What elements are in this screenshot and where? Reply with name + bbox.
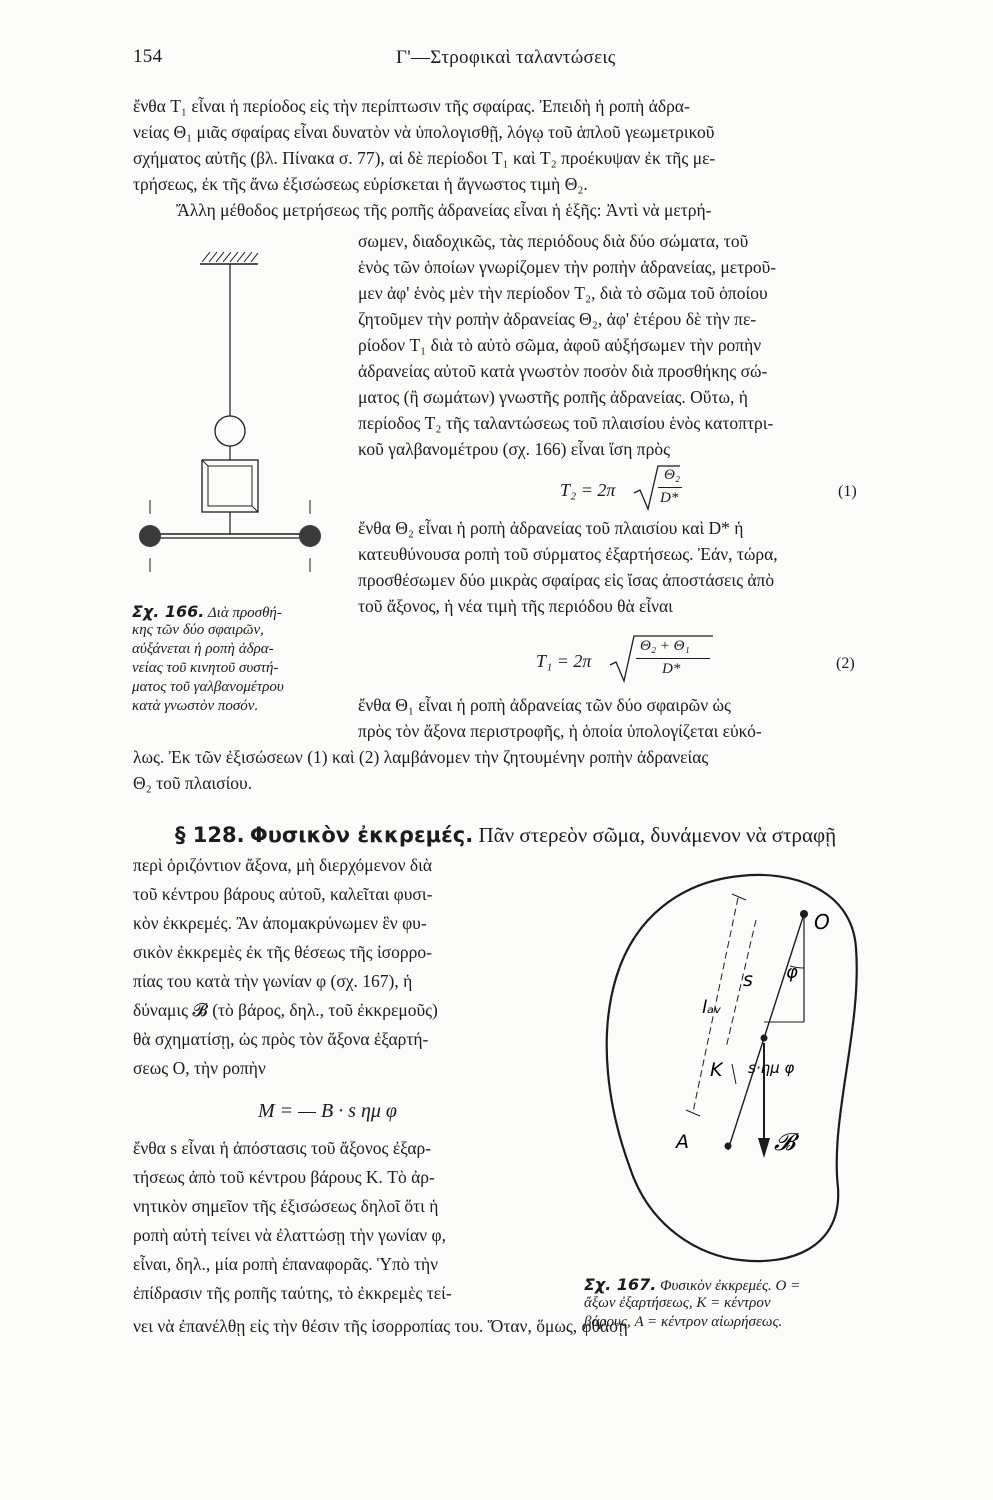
text-line: Θ₂ τοῦ πλαισίου. <box>133 773 253 793</box>
crossbar <box>142 534 318 538</box>
text-line: νει νὰ ἐπανέλθῃ εἰς τὴν θέσιν τῆς ἰσορροπίας του. Ὅταν, ὅμως, φθάσῃ <box>133 1316 628 1336</box>
caption-line: νείας τοῦ κινητοῦ συστή- <box>132 660 279 676</box>
text-line: Ἄλλη μέθοδος μετρήσεως τῆς ροπῆς ἀδρανείας εἶναι ἡ ἑξῆς: Ἀντὶ νὰ μετρή- <box>176 200 712 220</box>
running-title: Γ'—Στροφικαὶ ταλαντώσεις <box>396 47 616 68</box>
text-line: τοῦ ἄξονος, ἡ νέα τιμὴ τῆς περιόδου θὰ εἶναι <box>358 596 673 616</box>
text-line: ἐπίδρασιν τῆς ροπῆς ταύτης, τὸ ἐκκρεμὲς τεί- <box>133 1283 452 1303</box>
caption-line: αὐξάνεται ἡ ροπὴ ἀδρα- <box>132 641 274 657</box>
fraction-bar <box>658 487 682 488</box>
text-line: ἑνὸς τῶν ὁποίων γνωρίζομεν τὴν ροπὴν ἀδρανείας, μετροῦ- <box>358 257 777 277</box>
text-line: θὰ σχηματίσῃ, ὡς πρὸς τὸν ἄξονα ἐξαρτή- <box>133 1029 429 1049</box>
section-first-line: Πᾶν στερεὸν σῶμα, δυνάμενον νὰ στραφῇ <box>478 823 837 847</box>
text-line: περὶ ὁριζόντιον ἄξονα, μὴ διερχόμενον διὰ <box>133 855 433 875</box>
text-line: σχήματος αὐτῆς (βλ. Πίνακα σ. 77), αἱ δὲ περίοδοι T₁ καὶ T₂ προέκυψαν ἐκ τῆς με- <box>133 148 716 168</box>
eq1-numerator: Θ₂ <box>664 467 681 483</box>
caption-line: κης τῶν δύο σφαιρῶν, <box>132 622 264 638</box>
text-line: ζητοῦμεν τὴν ροπὴν ἀδρανείας Θ₂, ἀφ' ἑτέρου δὲ τὴν πε- <box>358 309 757 329</box>
eq1-denominator: D* <box>660 490 679 506</box>
text-line: ἔνθα Θ₁ εἶναι ἡ ροπὴ ἀδρανείας τῶν δύο σφαιρῶν ὡς <box>358 695 731 715</box>
label-lav: lₐᵥ <box>702 997 722 1018</box>
label-phi: φ <box>786 962 798 983</box>
text-line: πίας του κατὰ τὴν γωνίαν φ (σχ. 167), ἡ <box>133 971 413 991</box>
section-heading <box>175 823 836 848</box>
sphere-right <box>299 500 321 572</box>
text-line: πρὸς τὸν ἄξονα περιστροφῆς, ἡ ὁποία ὑπολογίζεται εὐκό- <box>358 721 762 741</box>
fraction-bar <box>636 658 710 659</box>
caption-line: ἄξων ἐξαρτήσεως, K = κέντρον <box>584 1295 771 1311</box>
caption-line: βάρους, A = κέντρον αἰωρήσεως. <box>584 1314 783 1330</box>
text-line: μεν ἀφ' ἑνὸς μὲν τὴν περίοδον T₂, διὰ τὸ σῶμα τοῦ ὁποίου <box>358 283 768 303</box>
eq1-number: (1) <box>838 483 857 500</box>
label-O: O <box>814 910 830 934</box>
equation-1 <box>560 463 860 513</box>
fig167-label: Σχ. 167. <box>584 1275 657 1294</box>
text-line: ἔνθα T₁ εἶναι ἡ περίοδος εἰς τὴν περίπτωσιν τῆς σφαίρας. Ἐπειδὴ ἡ ροπὴ ἀδρα- <box>133 96 690 116</box>
label-B: 𝓑 <box>774 1128 796 1156</box>
page-number: 154 <box>133 46 163 67</box>
figure-167 <box>590 868 870 1270</box>
point-A <box>725 1143 732 1150</box>
label-s: s <box>743 969 753 991</box>
text-line: κοῦ γαλβανομέτρου (σχ. 166) εἶναι ἴση πρὸς <box>358 439 671 459</box>
text-line: δύναμις 𝓑 (τὸ βάρος, δηλ., τοῦ ἐκκρεμοῦς) <box>133 1000 438 1020</box>
text-line: λως. Ἐκ τῶν ἐξισώσεων (1) καὶ (2) λαμβάνομεν τὴν ζητουμένην ροπὴν ἀδρανείας <box>133 747 709 767</box>
text-line: σεως O, τὴν ροπὴν <box>133 1058 266 1078</box>
equation-2 <box>536 633 856 688</box>
text-line: εἶναι, δηλ., μία ροπὴ ἐπαναφορᾶς. Ὑπὸ τὴν <box>133 1254 439 1274</box>
text-line: ματος (ἢ σωμάτων) γνωστῆς ροπῆς ἀδρανείας. Οὕτω, ἡ <box>358 387 748 407</box>
section-number: § 128. <box>175 823 245 847</box>
figure-166 <box>130 238 340 598</box>
text-line: σωμεν, διαδοχικῶς, τὰς περιόδους διὰ δύο σώματα, τοῦ <box>358 231 749 251</box>
text-line: προσθέσωμεν δύο μικρὰς σφαίρας εἰς ἴσας ἀποστάσεις ἀπὸ <box>358 570 775 590</box>
eq2-number: (2) <box>836 655 855 672</box>
text-line: σικὸν ἐκκρεμὲς ἐκ τῆς θέσεως τῆς ἰσορρο- <box>133 942 432 962</box>
text-line: ἔνθα Θ₂ εἶναι ἡ ροπὴ ἀδρανείας τοῦ πλαισίου καὶ D* ἡ <box>358 518 744 538</box>
text-line: ἔνθα s εἶναι ἡ ἀπόστασις τοῦ ἄξονος ἐξαρ- <box>133 1138 432 1158</box>
label-A: A <box>676 1131 689 1153</box>
text-line: νητικὸν σημεῖον τῆς ἐξισώσεως δηλοῖ ὅτι ἡ <box>133 1196 439 1216</box>
text-line: ρίοδον T₁ διὰ τὸ αὐτὸ σῶμα, ἀφοῦ αὐξήσωμεν τὴν ροπὴν <box>358 335 762 355</box>
caption-line: κατὰ γνωστὸν ποσόν. <box>132 698 259 714</box>
text-line: ἀδρανείας αὐτοῦ κατὰ γνωστὸν ποσὸν διὰ προσθήκης σώ- <box>358 361 768 381</box>
label-K: K <box>710 1059 723 1081</box>
text-line: τρήσεως, ἐκ τῆς ἄνω ἐξισώσεως εὑρίσκεται ἡ ἄγνωστος τιμὴ Θ₂. <box>133 174 588 194</box>
mirror <box>215 416 245 446</box>
point-O <box>800 910 808 918</box>
text-line: ροπὴ αὐτὴ τείνει νὰ ἐλαττώσῃ τὴν γωνίαν φ, <box>133 1225 446 1245</box>
text-line: τοῦ κέντρου βάρους αὐτοῦ, καλεῖται φυσι- <box>133 884 433 904</box>
label-s-sin-phi: s·ημ φ <box>748 1059 795 1077</box>
eq1-lhs: T₂ = 2π <box>560 480 616 500</box>
frame-box <box>202 460 258 512</box>
moment-formula: M = — B · s ημ φ <box>258 1100 397 1122</box>
fig166-label: Σχ. 166. <box>132 602 205 621</box>
section-title: Φυσικὸν ἐκκρεμές. <box>249 823 474 847</box>
caption-line: Διὰ προσθή- <box>207 605 282 621</box>
caption-line: Φυσικὸν ἐκκρεμές. O = <box>660 1278 801 1294</box>
text-line: κὸν ἐκκρεμές. Ἂν ἀπομακρύνωμεν ἓν φυ- <box>133 913 427 933</box>
ceiling-hatch <box>200 252 258 264</box>
text-line: νείας Θ₁ μιᾶς σφαίρας εἶναι δυνατὸν νὰ ὑπολογισθῇ, λόγῳ τοῦ ἁπλοῦ γεωμετρικοῦ <box>133 122 715 142</box>
text-line: τήσεως ἀπὸ τοῦ κέντρου βάρους K. Τὸ ἀρ- <box>133 1167 435 1187</box>
sphere-left <box>139 500 161 572</box>
text-line: κατευθύνουσα ροπὴ τοῦ σύρματος ἐξαρτήσεως. Ἐάν, τώρα, <box>358 544 778 564</box>
eq2-denominator: D* <box>662 661 681 677</box>
eq2-numerator: Θ₂ + Θ₁ <box>640 638 690 654</box>
caption-line: ματος τοῦ γαλβανομέτρου <box>132 679 284 695</box>
text-line: περίοδος T₂ τῆς ταλαντώσεως τοῦ πλαισίου ἑνὸς κατοπτρι- <box>358 413 774 433</box>
pendulum-axis-line <box>728 914 804 1150</box>
arrowhead <box>758 1138 770 1158</box>
eq2-lhs: T₁ = 2π <box>536 651 592 671</box>
